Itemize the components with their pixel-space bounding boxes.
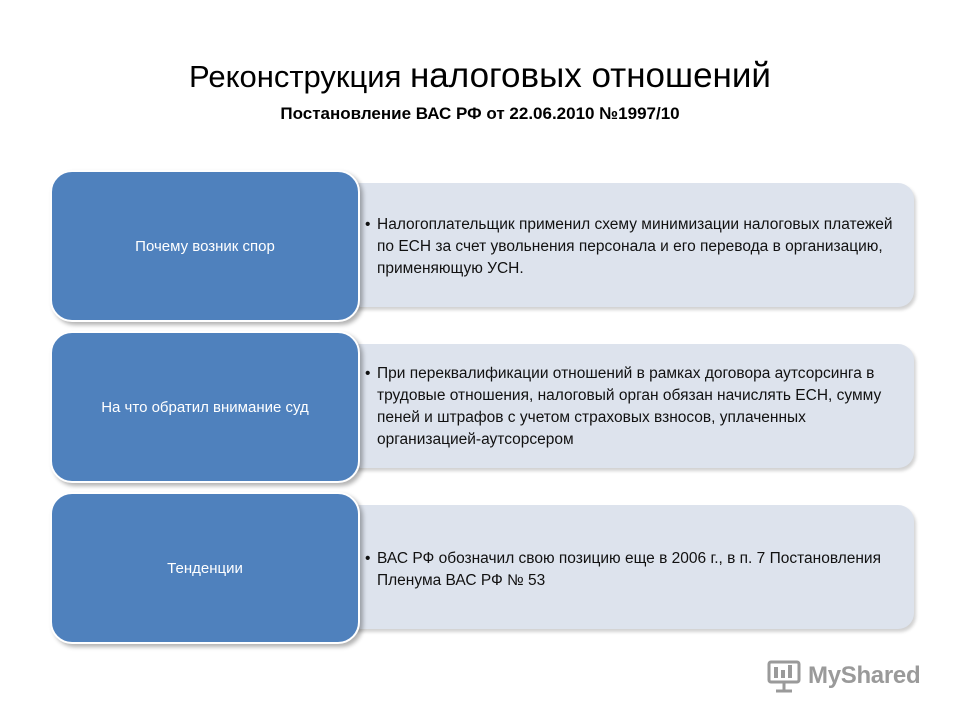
- watermark-text: MyShared: [808, 662, 921, 689]
- slide-title-part2: налоговых отношений: [409, 56, 771, 95]
- info-row-dispute: [50, 170, 916, 322]
- row-label: На что обратил внимание суд: [101, 398, 309, 416]
- row-bullet-text: • При переквалификации отношений в рамках договора аутсорсинга в трудовые отношения, налоговый орган обязан начислять ЕСН, сумму пеней и штрафов с учетом страховых взносов, уплаченных организацией-аутсорсером: [365, 363, 900, 451]
- slide-subtitle: Постановление ВАС РФ от 22.06.2010 №1997/10: [280, 104, 680, 123]
- row-label-box: [50, 331, 360, 483]
- row-label-box: [50, 170, 360, 322]
- slide-title-part1: Реконструкция: [189, 59, 410, 94]
- row-bullet-text: • Налогоплательщик применил схему минимизации налоговых платежей по ЕСН за счет увольнения персонала и его перевода в организацию, применяющую УСН.: [365, 214, 900, 280]
- row-label-box: [50, 492, 360, 644]
- info-row-court: [50, 331, 916, 483]
- row-label: Тенденции: [167, 559, 243, 577]
- row-bullet-text: • ВАС РФ обозначил свою позицию еще в 2006 г., в п. 7 Постановления Пленума ВАС РФ № 53: [365, 548, 900, 592]
- row-label: Почему возник спор: [135, 237, 275, 255]
- info-row-trends: [50, 492, 916, 644]
- myshared-watermark: [766, 656, 920, 696]
- presentation-board-icon: [766, 658, 802, 694]
- slide-title: [0, 56, 960, 96]
